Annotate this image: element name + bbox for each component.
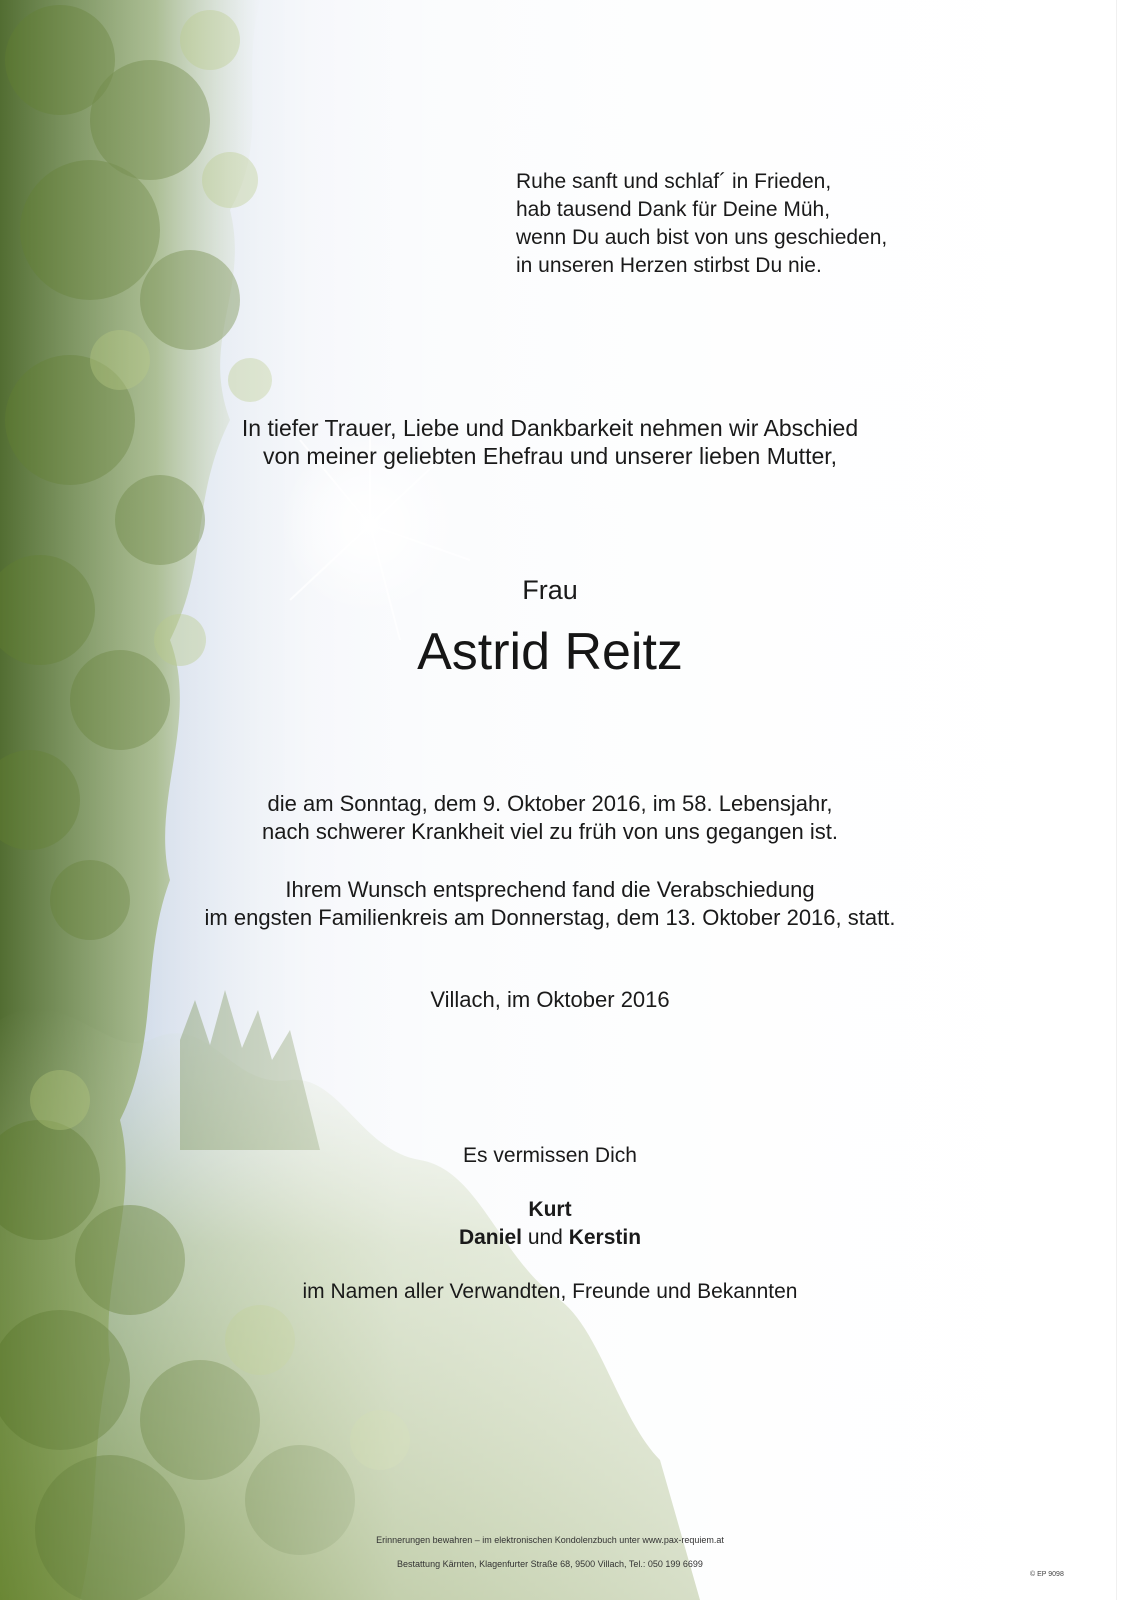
deceased-name: Astrid Reitz [417, 623, 683, 681]
farewell-line-2: im engsten Familienkreis am Donnerstag, dem 13. Oktober 2016, statt. [204, 905, 896, 930]
farewell-notice [100, 876, 1000, 932]
intro-text [100, 414, 1000, 470]
death-notice [100, 790, 1000, 846]
name-connector: und [527, 1226, 563, 1249]
mourners-closing: im Namen aller Verwandten, Freunde und Bekannten [302, 1280, 798, 1303]
poem-verse [516, 168, 936, 280]
poem-line: hab tausend Dank für Deine Müh, [516, 198, 831, 221]
deceased-salutation: Frau [522, 575, 578, 605]
farewell-line-1: Ihrem Wunsch entsprechend fand die Verabschiedung [285, 877, 815, 902]
mourner-name: Kerstin [568, 1226, 642, 1249]
poem-line: Ruhe sanft und schlaf´ in Frieden, [516, 170, 832, 193]
page-edge-line [1116, 0, 1117, 1600]
intro-line-1: In tiefer Trauer, Liebe und Dankbarkeit nehmen wir Abschied [241, 415, 859, 441]
mourner-name: Kurt [528, 1198, 572, 1221]
poem-line: in unseren Herzen stirbst Du nie. [516, 254, 822, 277]
footer-address-line: Bestattung Kärnten, Klagenfurter Straße 68, 9500 Villach, Tel.: 050 199 6699 [397, 1559, 703, 1569]
copyright-code: © EP 9098 [1030, 1571, 1064, 1578]
mourners-names [100, 1196, 1000, 1252]
death-notice-line-2: nach schwerer Krankheit viel zu früh von uns gegangen ist. [262, 819, 838, 844]
mourner-name: Daniel [458, 1226, 522, 1249]
mourners-heading: Es vermissen Dich [463, 1144, 637, 1167]
intro-line-2: von meiner geliebten Ehefrau und unserer lieben Mutter, [262, 443, 838, 469]
poem-line: wenn Du auch bist von uns geschieden, [516, 226, 888, 249]
place-and-date: Villach, im Oktober 2016 [430, 987, 670, 1012]
death-notice-line-1: die am Sonntag, dem 9. Oktober 2016, im 58. Lebensjahr, [267, 791, 833, 816]
footer-condolence-line: Erinnerungen bewahren – im elektronischen Kondolenzbuch unter www.pax-requiem.at [376, 1535, 724, 1545]
